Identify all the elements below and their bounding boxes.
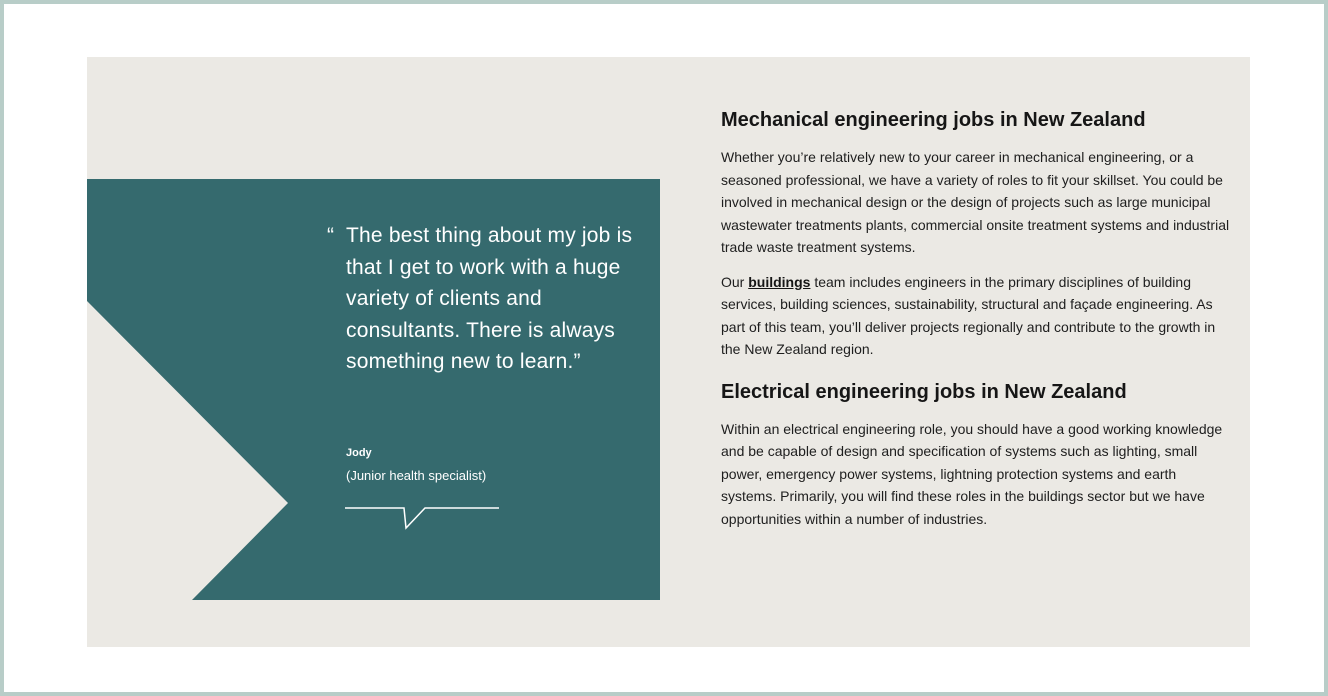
electrical-paragraph: Within an electrical engineering role, you should have a good working knowledge and be capable of design and specification of systems such as lighting, small power, emergency power systems, lightning protection systems and earth systems. Primarily, you will find these roles in the buildings sector but we have opportunities within a number of industries.: [721, 420, 1223, 527]
buildings-text-after: team includes engineers in the primary disciplines of building services, building sciences, sustainability, structural and façade engineering. As part of this team, you’ll deliver projects regionally and contribute to the growth in the New Zealand region.: [721, 273, 1216, 357]
quote-text: The best thing about my job is that I get to work with a huge variety of clients and consultants. There is always something new to learn.”: [346, 224, 633, 373]
quote-open-mark: “: [327, 224, 335, 247]
quote-author-role: (Junior health specialist): [346, 468, 487, 483]
buildings-link[interactable]: buildings: [748, 273, 811, 290]
speech-bubble-icon: [345, 504, 501, 532]
mechanical-paragraph: Whether you’re relatively new to your career in mechanical engineering, or a seasoned professional, we have a variety of roles to fit your skillset. You could be involved in mechanical design or the design of projects such as large municipal wastewater treatments plants, commercial onsite treatment systems and industrial trade waste treatment systems.: [721, 149, 1230, 255]
buildings-text-before: Our: [721, 273, 749, 290]
testimonial-quote: [327, 220, 637, 378]
buildings-paragraph: [721, 271, 1231, 361]
content-panel: [87, 57, 1250, 647]
engineering-jobs-content: [721, 109, 1231, 542]
electrical-heading: Electrical engineering jobs in New Zealand: [721, 380, 1127, 403]
mechanical-heading: Mechanical engineering jobs in New Zealand: [721, 109, 1146, 131]
quote-author-name: Jody: [346, 447, 372, 459]
